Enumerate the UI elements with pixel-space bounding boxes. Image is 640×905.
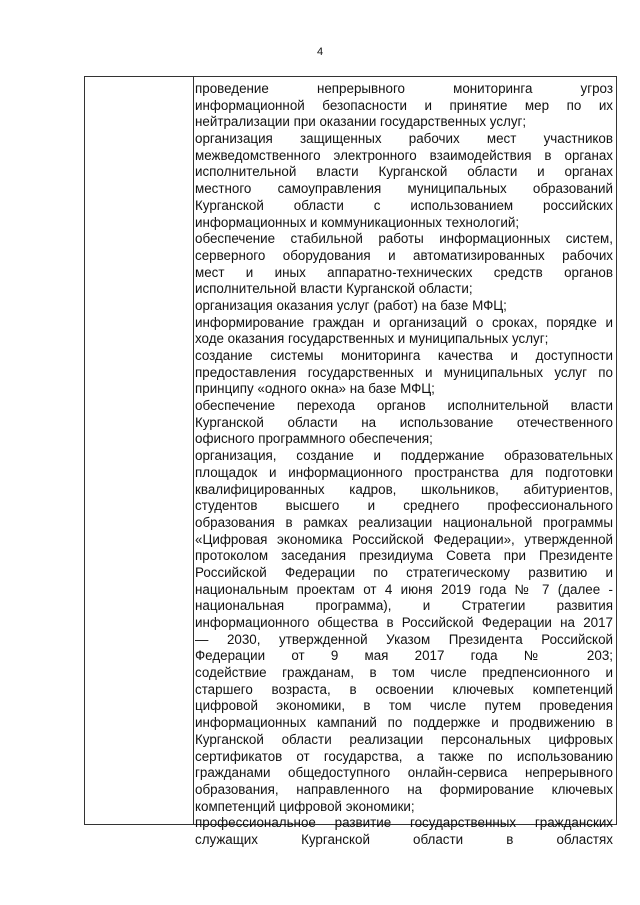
text-line: серверного оборудования и автоматизированных рабочих xyxy=(195,247,613,263)
text-line: Российской Федерации по стратегическому развитию и xyxy=(195,564,613,580)
text-line: — 2030, утвержденной Указом Президента Российской xyxy=(195,631,613,647)
text-line: студентов высшего и среднего профессионального xyxy=(195,498,613,514)
text-line: национальным проектам от 4 июня 2019 года № 7 (далее - xyxy=(195,581,613,597)
text-line: гражданами общедоступного онлайн-сервиса непрерывного xyxy=(195,765,613,781)
text-line: служащих Курганской области в областях xyxy=(195,831,613,847)
text-line: Курганской области реализации персональных цифровых xyxy=(195,731,613,747)
text-line: Курганской области с использованием российских xyxy=(195,197,613,213)
text-line: информационных и коммуникационных технологий; xyxy=(195,214,520,230)
text-line: информирование граждан и организаций о сроках, порядке и xyxy=(195,314,613,330)
text-line: старшего возраста, в освоении ключевых компетенций xyxy=(195,681,613,697)
text-line: Федерации от 9 мая 2017 года № 203; xyxy=(195,648,613,664)
text-line: организация защищенных рабочих мест участников xyxy=(195,131,613,147)
text-line: обеспечение стабильной работы информационных систем, xyxy=(195,231,613,247)
text-line: информационных кампаний по поддержке и продвижению в xyxy=(195,715,613,731)
text-line: протоколом заседания президиума Совета при Президенте xyxy=(195,548,613,564)
text-line: исполнительной власти Курганской области и органах xyxy=(195,164,613,180)
text-line: площадок и информационного пространства для подготовки xyxy=(195,464,613,480)
text-line: цифровой экономики, в том числе путем проведения xyxy=(195,698,613,714)
text-line: информационной безопасности и принятие мер по их xyxy=(195,97,613,113)
text-line: межведомственного электронного взаимодействия в органах xyxy=(195,147,613,163)
text-line: обеспечение перехода органов исполнительной власти xyxy=(195,398,613,414)
text-line: «Цифровая экономика Российской Федерации», утвержденной xyxy=(195,531,613,547)
text-line: проведение непрерывного мониторинга угроз xyxy=(195,81,613,96)
text-line: создание системы мониторинга качества и доступности xyxy=(195,348,613,363)
text-line: Курганской области на использование отечественного xyxy=(195,414,613,430)
text-line: образования, направленного на формирование ключевых xyxy=(195,781,613,797)
text-line: компетенций цифровой экономики; xyxy=(195,798,415,814)
text-line: квалифицированных кадров, школьников, абитуриентов, xyxy=(195,481,613,497)
text-line: образования в рамках реализации национальной программы xyxy=(195,514,613,530)
text-line: организация оказания услуг (работ) на базе МФЦ; xyxy=(195,297,507,313)
table-cell-left-empty xyxy=(85,77,194,824)
text-line: информационного общества в Российской Федерации на 2017 xyxy=(195,615,613,630)
text-line: местного самоуправления муниципальных образований xyxy=(195,181,613,197)
text-line: сертификатов от государства, а также по использованию xyxy=(195,748,613,764)
page-number: 4 xyxy=(316,46,324,58)
text-line: профессиональное развитие государственных гражданских xyxy=(195,815,613,831)
text-line: предоставления государственных и муниципальных услуг по xyxy=(195,364,613,380)
text-line: офисного программного обеспечения; xyxy=(195,431,433,447)
text-line: принципу «одного окна» на базе МФЦ; xyxy=(195,381,435,397)
text-line: национальная программа), и Стратегии развития xyxy=(195,598,613,614)
text-line: нейтрализации при оказании государственных услуг; xyxy=(195,114,527,130)
text-line: содействие гражданам, в том числе предпенсионного и xyxy=(195,665,613,681)
text-line: организация, создание и поддержание образовательных xyxy=(195,448,613,464)
table-cell-text xyxy=(195,81,613,849)
text-line: исполнительной власти Курганской области; xyxy=(195,281,473,297)
text-line: мест и иных аппаратно-технических средств органов xyxy=(195,264,613,280)
content-table xyxy=(84,76,617,847)
text-line: ходе оказания государственных и муниципальных услуг; xyxy=(195,331,549,347)
